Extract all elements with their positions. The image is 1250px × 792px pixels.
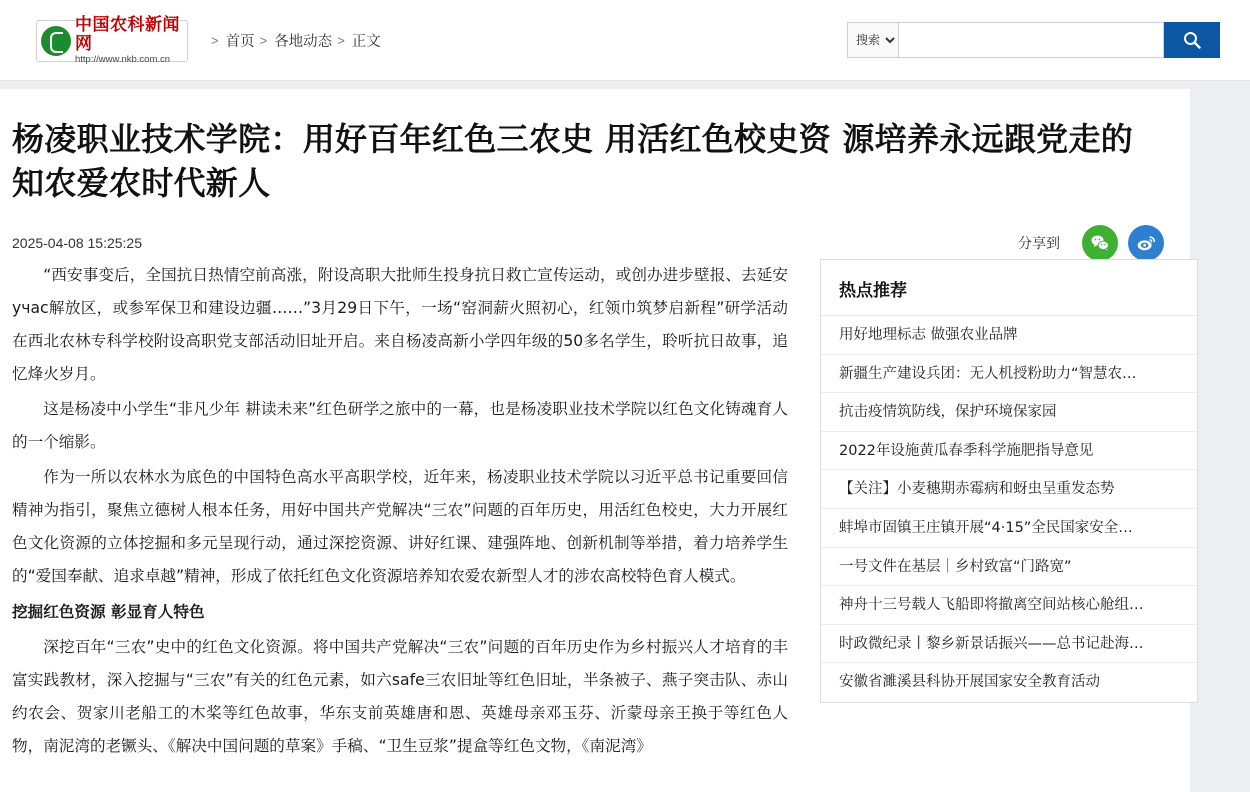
article-card <box>0 89 1190 792</box>
search-input[interactable] <box>899 22 1164 58</box>
breadcrumb-item-article[interactable]: 正文 <box>351 34 381 50</box>
hot-recommend-title: 热点推荐 <box>821 260 1197 316</box>
breadcrumb-item-local-news[interactable]: 各地动态 <box>274 34 333 50</box>
share-weibo-button[interactable] <box>1128 225 1164 261</box>
list-item[interactable]: 2022年设施黄瓜春季科学施肥指导意见 <box>821 432 1197 471</box>
breadcrumb-separator-0: > <box>211 33 219 48</box>
publish-date: 2025-04-08 15:25:25 <box>12 235 142 251</box>
list-item[interactable]: 新疆生产建设兵团：无人机授粉助力“智慧农… <box>821 355 1197 394</box>
wechat-icon <box>1089 232 1111 254</box>
breadcrumb-separator-1: > <box>259 33 268 48</box>
list-item[interactable]: 时政微纪录丨黎乡新景话振兴——总书记赴海… <box>821 625 1197 664</box>
breadcrumb-item-home[interactable]: 首页 <box>225 34 255 50</box>
list-item[interactable]: 抗击疫情筑防线，保护环境保家园 <box>821 393 1197 432</box>
logo-title: 中国农科新闻网 <box>75 14 180 54</box>
list-item[interactable]: 神舟十三号载人飞船即将撤离空间站核心舱组… <box>821 586 1197 625</box>
article-text <box>12 259 798 765</box>
site-header <box>0 0 1250 81</box>
list-item[interactable]: 用好地理标志 做强农业品牌 <box>821 316 1197 355</box>
paragraph: 作为一所以农林水为底色的中国特色高水平高职学校，近年来，杨凌职业技术学院以习近平总书记重要回信精神为指引，聚焦立德树人根本任务，用好中国共产党解决“三农”问题的百年历史，用活红色校史，大力开展红色文化资源的立体挖掘和多元呈现行动，通过深挖资源、讲好红课、建强阵地、创新机制等举措，着力培养学生的“爱国奉献、追求卓越”精神，形成了依托红色文化资源培养知农爱农新型人才的涉农高校特色育人模式。 <box>12 468 788 585</box>
article-meta <box>0 205 1190 259</box>
paragraph: “西安事变后，全国抗日热情空前高涨，附设高职大批师生投身抗日救亡宣传运动，或创办进步壁报、去延安учас解放区，或参军保卫和建设边疆……”3月29日下午，一场“窑洞薪火照初心，红领巾筑梦启新程”研学活动在西北农林专科学校附设高职党支部活动旧址开启。来自杨凌高新小学四年级的50多名学生，聆听抗日故事，追忆烽火岁月。 <box>12 266 788 383</box>
list-item[interactable]: 安徽省濉溪县科协开展国家安全教育活动 <box>839 674 1100 691</box>
paragraph: 深挖百年“三农”史中的红色文化资源。将中国共产党解决“三农”问题的百年历史作为乡村振兴人才培育的丰富实践教材，深入挖掘与“三农”有关的红色元素，如六safe三农旧址等红色旧址，半条被子、燕子突击队、赤山约农会、贺家川老船工的木桨等红色故事，华东支前英雄唐和恩、英雄母亲邓玉芬、沂蒙母亲王换于等红色人物，南泥湾的老镢头、《解决中国问题的草案》手稿、“卫生豆浆”提盒等红色文物，《南泥湾》 <box>12 638 788 755</box>
site-logo[interactable] <box>36 14 188 65</box>
list-item[interactable]: 【关注】小麦穗期赤霉病和蚜虫呈重发态势 <box>821 470 1197 509</box>
breadcrumb-separator-2: > <box>337 33 345 48</box>
hot-recommend-panel <box>820 259 1198 703</box>
breadcrumb <box>206 30 381 51</box>
search-button[interactable] <box>1164 22 1220 58</box>
share-group <box>1018 225 1178 261</box>
paragraph-subheading: 挖掘红色资源 彰显育人特色 <box>12 603 205 621</box>
article-body-area <box>0 259 1190 765</box>
paragraph: 这是杨凌中小学生“非凡少年 耕读未来”红色研学之旅中的一幕，也是杨凌职业技术学院以红色文化铸魂育人的一个缩影。 <box>12 400 788 451</box>
search-bar <box>847 22 1220 58</box>
list-item[interactable]: 蚌埠市固镇王庄镇开展“4·15”全民国家安全… <box>821 509 1197 548</box>
weibo-icon <box>1135 232 1157 254</box>
share-label: 分享到 <box>1018 235 1060 251</box>
search-scope-select[interactable] <box>847 22 899 58</box>
page-title: 杨凌职业技术学院：用好百年红色三农史 用活红色校史资 源培养永远跟党走的知农爱农时代新人 <box>12 120 1134 202</box>
leaf-logo-icon <box>41 26 71 56</box>
logo-url: http://www.nkb.com.cn <box>75 53 171 65</box>
list-item[interactable]: 一号文件在基层｜乡村致富“门路宽” <box>821 548 1197 587</box>
search-icon <box>1182 30 1202 50</box>
share-wechat-button[interactable] <box>1082 225 1118 261</box>
